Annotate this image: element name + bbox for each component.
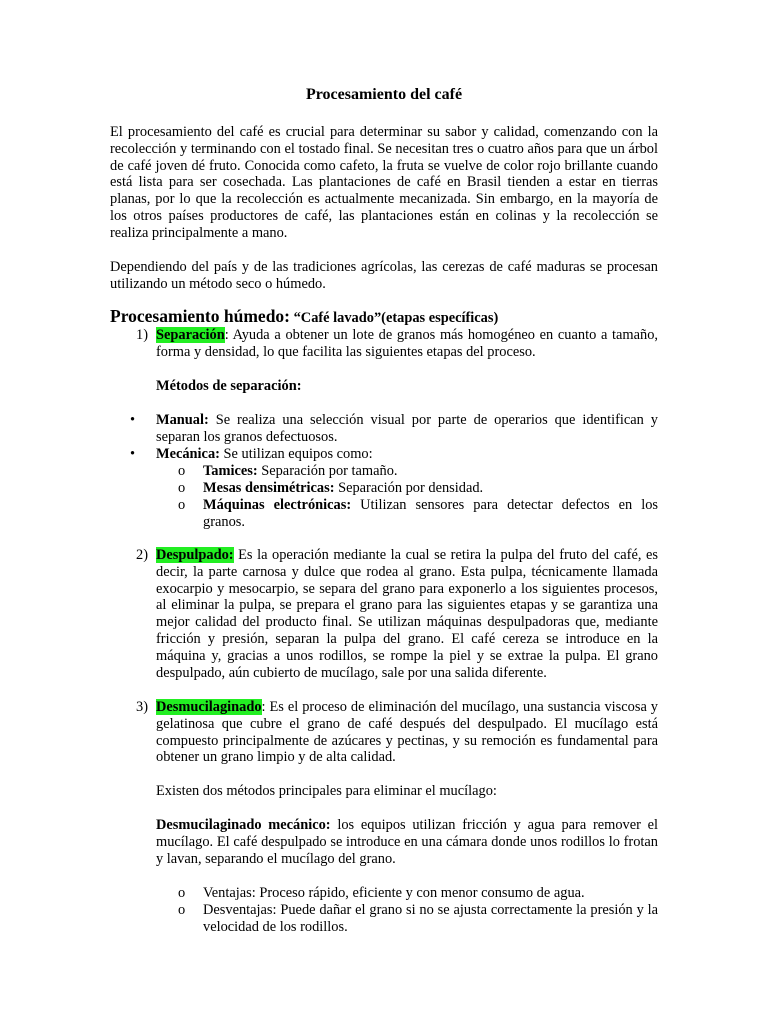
step-term-highlight: Despulpado: [156,547,234,563]
subitem-text: Separación por tamaño. [257,463,398,479]
bullet-term: Manual: [156,412,209,428]
subitem-text: Utilizan sensores para detectar defectos en los granos. [203,497,658,530]
step-despulpado [156,547,658,681]
bullet-text: Se utilizan equipos como: [219,446,373,462]
pros-symbol: o [178,885,186,901]
mechanical-demucilage-term: Desmucilaginado mecánico: [156,817,331,833]
subitem-text: Separación por densidad. [334,480,484,496]
intro-paragraph: El procesamiento del café es crucial para determinar su sabor y calidad, comenzando con la recolección y terminando con el tostado final. Se necesitan tres o cuatro años para que un árbol de café joven dé fruto. Conocida como cafeto, la fruta se vuelve de color rojo brillante cuando está lista para ser cosechada. Las plantaciones de café en Brasil tienden a estar en tierras planas, por lo que la recolección es actualmente mecanizada. Sin embargo, en la mayoría de los otros países productores de café, las plantaciones están en colinas y la recolección se realiza principalmente a mano. [110,124,658,241]
document-title: Procesamiento del café [305,86,463,103]
step-term-highlight: Separación [156,327,225,343]
subitem-term: Tamices: [203,463,258,479]
desventajas-item: Desventajas: Puede dañar el grano si no se ajusta correctamente la presión y la velocidad de los rodillos. [203,902,658,935]
bullet-symbol: • [130,446,136,462]
step-number: 1) [136,327,148,343]
subitem-term: Mesas densimétricas: [203,480,335,496]
mucilage-methods-intro: Existen dos métodos principales para eliminar el mucílago: [156,783,497,799]
bullet-mecanica [156,446,658,463]
bullet-text: Se realiza una selección visual por parte de operarios que identifican y separan los granos defectuosos. [156,412,658,445]
section-heading-sub: “Café lavado”(etapas específicas) [293,310,499,326]
second-paragraph: Dependiendo del país y de las tradiciones agrícolas, las cerezas de café maduras se procesan utilizando un método seco o húmedo. [110,259,658,292]
bullet-manual [156,412,658,446]
subitem-symbol: o [178,463,186,479]
bullet-symbol: • [130,412,136,428]
step-separacion [156,327,658,361]
mechanical-demucilage-paragraph [156,817,658,867]
subitem-symbol: o [178,480,186,496]
step-number: 2) [136,547,148,563]
cons-symbol: o [178,902,186,918]
step-number: 3) [136,699,148,715]
section-heading [110,308,498,327]
mechanical-demucilage-text: los equipos utilizan fricción y agua para remover el mucílago. El café despulpado se introduce en una cámara donde unos rodillos lo frotan y lavan, separando el mucílago del grano. [156,817,659,867]
subitem-mesas [203,480,658,497]
step-term-highlight: Desmucilaginado [156,699,262,715]
ventajas-item: Ventajas: Proceso rápido, eficiente y con menor consumo de agua. [203,885,585,901]
step-desmucilaginado [156,699,658,766]
subitem-tamices [203,463,658,480]
bullet-term: Mecánica: [156,446,220,462]
section-heading-main: Procesamiento húmedo: [110,306,290,326]
subitem-symbol: o [178,497,186,513]
step-text: : Ayuda a obtener un lote de granos más homogéneo en cuanto a tamaño, forma y densidad, lo que facilita las siguientes etapas del proceso. [156,327,658,360]
step-text: : Es el proceso de eliminación del mucílago, una sustancia viscosa y gelatinosa que cubre el grano de café después del despulpado. El mucílago está compuesto principalmente de azúcares y pectinas, y su remoción es fundamental para obtener un grano limpio y de alta calidad. [156,699,658,766]
step-text: Es la operación mediante la cual se retira la pulpa del fruto del café, es decir, la parte carnosa y dulce que rodea al grano. Esta pulpa, técnicamente llamada exocarpio y mesocarpio, se separa del grano para exponerlo a los siguientes procesos, al eliminar la pulpa, se prepara el grano para las siguientes etapas y se garantiza una mejor calidad del producto final. Se utilizan máquinas despulpadoras que, mediante fricción y presión, separan la pulpa del grano. El café cereza se introduce en la máquina y, gracias a unos rodillos, se rompe la piel y se extrae la pulpa. El grano despulpado, aún cubierto de mucílago, sale por una salida diferente. [156,547,658,681]
separation-methods-heading: Métodos de separación: [156,378,302,394]
subitem-maquinas [203,497,658,531]
subitem-term: Máquinas electrónicas: [203,497,352,513]
